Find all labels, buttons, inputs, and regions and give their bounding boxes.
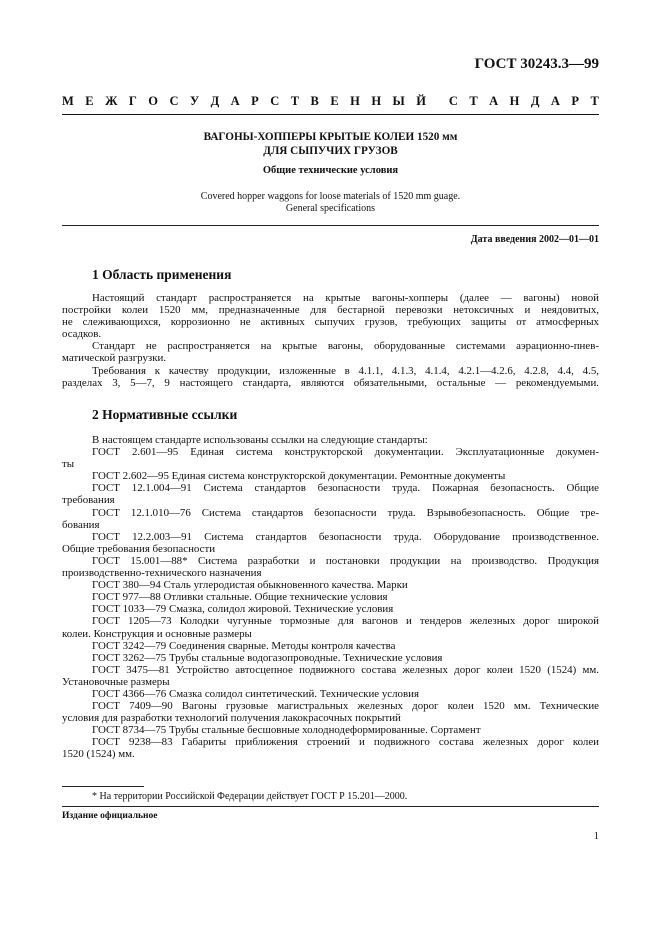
banner-letter: О: [148, 94, 159, 108]
reference-line: 1520 (1524) мм.: [62, 748, 135, 761]
reference-line: ГОСТ 3262—75 Трубы стальные водогазопроводные. Технические условия: [92, 651, 443, 664]
reference-line: ГОСТ 1205—73 Колодки чугунные тормозные для вагонов и тендеров железных дорог широкой: [92, 615, 599, 628]
banner-letter: Р: [571, 94, 580, 108]
section-1-heading: 1 Область применения: [92, 267, 232, 282]
banner-letter: С: [448, 94, 458, 108]
banner-letter: Й: [416, 94, 426, 108]
reference-line: ГОСТ 1033—79 Смазка, солидол жировой. Технические условия: [92, 603, 394, 616]
text-line: Требования к качеству продукции, изложенные в 4.1.1, 4.1.3, 4.1.4, 4.2.1—4.2.6, 4.2.8, 4.4, 4.5,: [92, 364, 599, 377]
reference-line: бования: [62, 518, 100, 531]
banner-letter: А: [550, 94, 560, 108]
reference-line: условия для разработки технологий получения лакокрасочных покрытий: [62, 712, 401, 725]
reference-line: ГОСТ 977—88 Отливки стальные. Общие технические условия: [92, 591, 388, 604]
banner-letter: Е: [330, 94, 339, 108]
text-line: Настоящий стандарт распространяется на крытые вагоны-хопперы (далее — вагоны) новой: [92, 292, 599, 304]
reference-line: требования: [62, 494, 115, 507]
reference-line: ГОСТ 8734—75 Трубы стальные бесшовные холоднодеформированные. Сортамент: [92, 724, 481, 737]
banner-letter: У: [189, 94, 200, 108]
reference-line: ГОСТ 2.602—95 Единая система конструкторской документации. Ремонтные документы: [92, 470, 506, 483]
banner-letter: Т: [590, 94, 599, 108]
reference-line: Общие требования безопасности: [62, 542, 216, 555]
reference-line: ГОСТ 12.1.010—76 Система стандартов безопасности труда. Взрывобезопасность. Общие тре-: [92, 506, 599, 519]
text-line: Стандарт не распространяется на крытые вагоны, оборудованные системами аэрационно-пнев-: [92, 340, 599, 353]
title-rule: [62, 225, 599, 226]
effective-date: Дата введения 2002—01—01: [470, 234, 599, 245]
reference-line: Установочные размеры: [62, 675, 170, 688]
standard-title-line-2: ДЛЯ СЫПУЧИХ ГРУЗОВ: [263, 145, 398, 157]
footnote: * На территории Российской Федерации действует ГОСТ Р 15.201—2000.: [92, 791, 408, 802]
reference-line: ГОСТ 9238—83 Габариты приближения строений и подвижного состава железных дорог колеи: [92, 736, 599, 749]
reference-line: ГОСТ 15.001—88* Система разработки и постановки продукции на производство. Продукция: [92, 554, 599, 567]
banner-letter: Д: [530, 94, 540, 108]
page-number: 1: [593, 831, 599, 842]
section-2-heading: 2 Нормативные ссылки: [92, 407, 238, 422]
banner-letter: А: [489, 94, 499, 108]
english-title-line-1: Covered hopper waggons for loose materials of 1520 mm guage.: [200, 191, 461, 202]
banner-letter: В: [310, 94, 319, 108]
section-1-paragraph-1: [62, 292, 599, 340]
banner-letter: С: [169, 94, 179, 108]
banner-letter: Н: [350, 94, 360, 108]
reference-line: ГОСТ 380—94 Сталь углеродистая обыкновенного качества. Марки: [92, 579, 408, 592]
text-line: постройки колеи 1520 мм, предназначенные для бестарной перевозки нетоксичных и неядовитых,: [62, 304, 599, 317]
normative-references-list: [62, 434, 599, 761]
banner-letter: Н: [509, 94, 520, 108]
interstate-standard-banner: [62, 94, 599, 108]
footnote-rule: [62, 786, 144, 787]
banner-letter: Д: [210, 94, 220, 108]
reference-line: ГОСТ 4366—76 Смазка солидол синтетический. Технические условия: [92, 687, 419, 700]
banner-letter: М: [62, 94, 74, 108]
header-rule: [62, 114, 599, 115]
banner-letter: Ы: [392, 94, 405, 108]
standard-title-line-1: ВАГОНЫ-ХОППЕРЫ КРЫТЫЕ КОЛЕИ 1520 мм: [203, 131, 458, 143]
official-edition-label: Издание официальное: [62, 811, 158, 821]
reference-line: ГОСТ 12.2.003—91 Система стандартов безопасности труда. Оборудование производственное.: [92, 530, 599, 543]
banner-letter: Ж: [105, 94, 118, 108]
banner-letter: Р: [251, 94, 259, 108]
banner-letter: Т: [469, 94, 478, 108]
reference-line: В настоящем стандарте использованы ссылки на следующие стандарты:: [92, 434, 428, 446]
reference-line: ГОСТ 2.601—95 Единая система конструкторской документации. Эксплуатационные докумен-: [92, 446, 599, 459]
text-line: разделах 3, 5—7, 9 настоящего стандарта, являются обязательными, остальные — рекомендуемыми.: [62, 376, 599, 389]
reference-line: ГОСТ 3242—79 Соединения сварные. Методы контроля качества: [92, 639, 396, 652]
english-title-line-2: General specifications: [285, 203, 376, 214]
section-1-body: [62, 292, 599, 389]
text-line: матической разгрузки.: [62, 352, 167, 365]
banner-letter: Т: [290, 94, 300, 108]
reference-line: ГОСТ 7409—90 Вагоны грузовые магистральных железных дорог колеи 1520 мм. Технические: [92, 700, 599, 713]
document-number: ГОСТ 30243.3—99: [474, 56, 599, 72]
section-1-paragraph-2: [62, 340, 599, 364]
banner-letter: Г: [128, 94, 137, 108]
banner-letter: С: [270, 94, 280, 108]
reference-line: производственно-технического назначения: [62, 567, 262, 580]
standard-subtitle: Общие технические условия: [262, 165, 399, 176]
banner-letter: А: [230, 94, 240, 108]
banner-letter: Е: [85, 94, 94, 108]
reference-line: ГОСТ 3475—81 Устройство автосцепное подвижного состава железных дорог колеи 1520 (1524) мм.: [92, 663, 599, 676]
reference-line: ГОСТ 12.1.004—91 Система стандартов безопасности труда. Пожарная безопасность. Общие: [92, 482, 599, 495]
text-line: не слеживающихся, коррозионно не активных сыпучих грузов, требующих защиты от атмосферных: [62, 316, 599, 329]
section-1-paragraph-3: [62, 365, 599, 389]
banner-letter: Н: [371, 94, 382, 108]
reference-line: ты: [62, 458, 75, 471]
edition-rule: [62, 806, 599, 807]
text-line: осадков.: [62, 328, 102, 341]
reference-line: колеи. Конструкция и основные размеры: [62, 627, 252, 640]
